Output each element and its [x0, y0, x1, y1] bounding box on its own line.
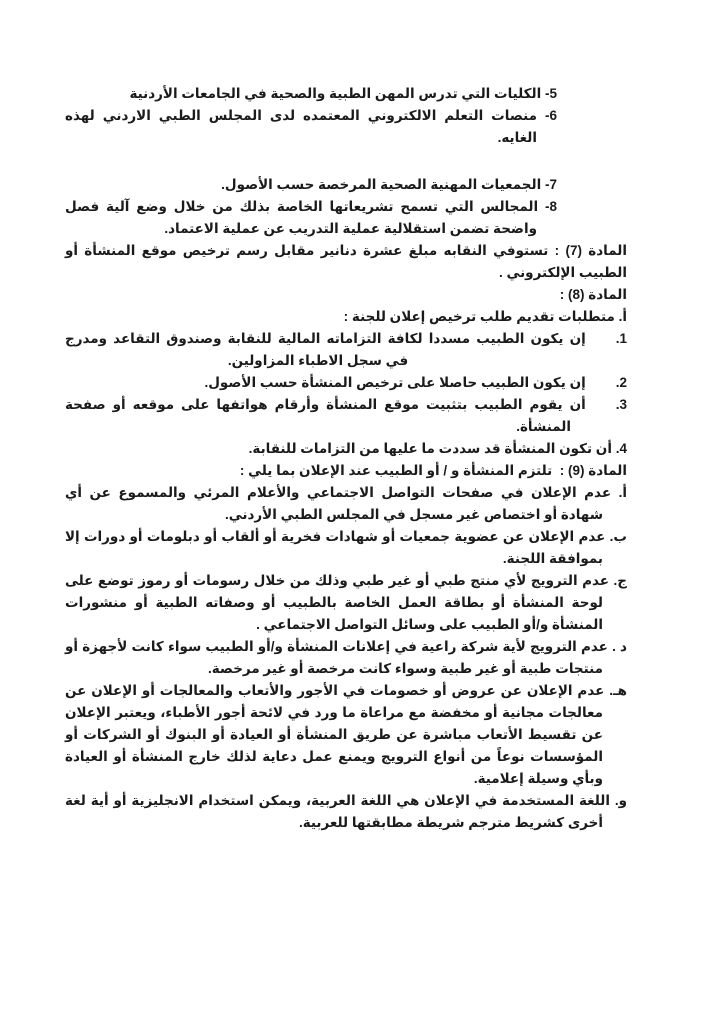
clause-f-text: اللغة المستخدمة في الإعلان هي اللغة العربية، ويمكن استخدام الانجليزية أو أية لغة أخرى كشريط مترجم شريطة مطابقتها للعربية. [65, 793, 610, 830]
clause-e-letter: هـ. [609, 683, 627, 698]
list-item-8-text: المجالس التي تسمح تشريعاتها الخاصة بذلك من خلال وضع آلية فصل واضحة تضمن استقلالية عملية التدريب عن عملية الاعتماد. [65, 199, 539, 236]
requirement-3-number: 3. [615, 397, 627, 412]
clause-e-text: عدم الإعلان عن عروض أو خصومات في الأجور والأتعاب والمعالجات أو الإعلان عن معالجات مجانية أو مخفضة مع مراعاة ما ورد في لائحة أجور الأطباء، ويعتبر الإعلان عن تقسيط الأتعاب مباشرة عن طريق المنشأة أو العيادة أو البنوك أو الشركات أو المؤسسات نوعاً من أنواع الترويج ويمنع عمل دعاية لذلك خارج المنشأة أو العيادة وبأي وسيلة إعلامية. [65, 683, 605, 786]
article-8-requirement-1 [65, 328, 627, 372]
list-item-6-text: منصات التعلم الالكتروني المعتمده لدى المجلس الطبي الاردني لهذه الغايه. [65, 108, 537, 145]
clause-d-letter: د . [612, 639, 627, 654]
article-9-clause-c [65, 570, 627, 636]
clause-c-letter: ج. [613, 573, 627, 588]
article-8-clause-a: أ. متطلبات تقديم طلب ترخيص إعلان للجنة : [343, 309, 627, 324]
list-item-5-text: الكليات التي تدرس المهن الطبية والصحية في الجامعات الأردنية [129, 86, 542, 101]
list-item-5 [65, 83, 557, 105]
requirement-1-text: إن يكون الطبيب مسددا لكافة التزاماته المالية للنقابة وصندوق التقاعد ومدرج في سجل الاطباء المزاولين. [65, 331, 586, 368]
article-8-label: المادة (8) : [559, 287, 627, 302]
requirement-2-number: 2. [615, 375, 627, 390]
requirement-1-number: 1. [615, 331, 627, 346]
article-9-clause-a [65, 482, 627, 526]
list-item-7-text: الجمعيات المهنية الصحية المرخصة حسب الأصول. [221, 177, 542, 192]
clause-c-text: عدم الترويج لأي منتج طبي أو غير طبي وذلك من خلال رسومات أو رموز توضع على لوحة المنشأة أو بطاقة العمل الخاصة بالطبيب أو وصفاته الطبية أو منشورات المنشأة و/أو الطبيب على وسائل التواصل الاجتماعي . [65, 573, 609, 632]
clause-d-text: عدم الترويج لأية شركة راعية في إعلانات المنشأة و/أو الطبيب سواء كانت لأجهزة أو منتجات طبية أو غير طبية وسواء كانت مرخصة أو غير مرخصة. [65, 639, 608, 676]
requirement-4-number: 4. [615, 441, 627, 456]
article-9-clause-e [65, 680, 627, 790]
clause-a-text: عدم الإعلان في صفحات التواصل الاجتماعي والأعلام المرئي والمسموع عن أي شهادة أو اختصاص غير مسجل في المجلس الطبي الأردني. [65, 485, 612, 522]
clause-a-letter: أ. [618, 485, 627, 500]
accreditation-list-part-1 [65, 83, 557, 149]
list-item-8 [65, 196, 557, 240]
article-8-requirement-2 [65, 372, 627, 394]
article-8-requirement-4 [65, 438, 627, 460]
list-item-6 [65, 105, 557, 149]
list-item-5-number: 5- [544, 86, 557, 101]
article-9-label: المادة (9) : [559, 463, 627, 478]
list-item-7 [65, 174, 557, 196]
requirement-2-text: إن يكون الطبيب حاصلا على ترخيص المنشأة حسب الأصول. [204, 375, 586, 390]
requirement-4-text: أن تكون المنشأة قد سددت ما عليها من التزامات للنقابة. [248, 441, 612, 456]
article-7-text: تستوفي النقابه مبلغ عشرة دنانير مقابل رسم ترخيص موقع المنشأة أو الطبيب الإلكتروني . [65, 243, 627, 280]
article-9-intro: تلتزم المنشأة و / أو الطبيب عند الإعلان بما يلي : [239, 463, 553, 478]
list-item-6-number: 6- [544, 108, 557, 123]
list-item-7-number: 7- [544, 177, 557, 192]
requirement-3-text: أن يقوم الطبيب بتثبيت موقع المنشأة وأرقام هواتفها على موقعه أو صفحة المنشأة. [65, 397, 586, 434]
list-item-8-number: 8- [544, 199, 557, 214]
accreditation-list-part-2 [65, 174, 557, 240]
article-8-requirement-3 [65, 394, 627, 438]
article-9-clause-d [65, 636, 627, 680]
article-9-paragraph [65, 460, 627, 482]
clause-f-letter: و. [614, 793, 627, 808]
article-9-clause-f [65, 790, 627, 834]
clause-b-letter: ب. [609, 529, 627, 544]
article-9-clause-b [65, 526, 627, 570]
article-7-label: المادة (7) : [554, 243, 627, 258]
article-7-paragraph [65, 240, 627, 284]
clause-b-text: عدم الإعلان عن عضوية جمعيات أو شهادات فخرية أو ألقاب أو دبلومات أو دورات إلا بموافقة اللجنة. [65, 529, 606, 566]
